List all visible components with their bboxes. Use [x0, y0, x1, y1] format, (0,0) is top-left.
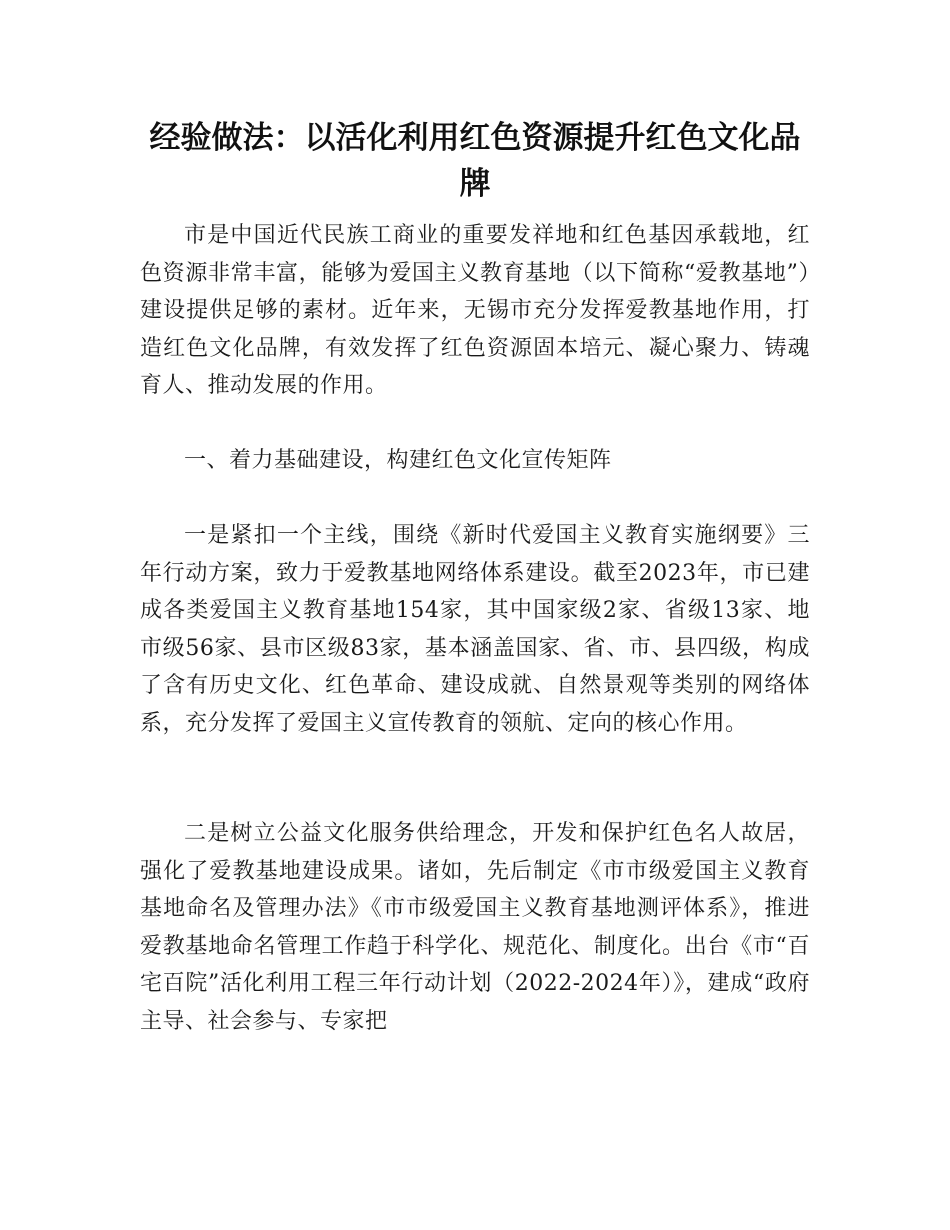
paragraph-intro: 市是中国近代民族工商业的重要发祥地和红色基因承载地，红色资源非常丰富，能够为爱国主义教育基地（以下简称“爱教基地”）建设提供足够的素材。近年来，无锡市充分发挥爱教基地作用，打造红色文化品牌，有效发挥了红色资源固本培元、凝心聚力、铸魂育人、推动发展的作用。 [140, 223, 810, 398]
paragraph-second-point: 二是树立公益文化服务供给理念，开发和保护红色名人故居，强化了爱教基地建设成果。诸如，先后制定《市市级爱国主义教育基地命名及管理办法》《市市级爱国主义教育基地测评体系》，推进爱教基地命名管理工作趋于科学化、规范化、制度化。出台《市“百宅百院”活化利用工程三年行动计划（2022-2024年）》，建成“政府主导、社会参与、专家把 [140, 821, 810, 1034]
document-title: 经验做法：以活化利用红色资源提升红色文化品牌 [149, 120, 801, 202]
paragraph-first-point: 一是紧扣一个主线，围绕《新时代爱国主义教育实施纲要》三年行动方案，致力于爱教基地网络体系建设。截至2023年，市已建成各类爱国主义教育基地154家，其中国家级2家、省级13家、地市级56家、县市区级83家，基本涵盖国家、省、市、县四级，构成了含有历史文化、红色革命、建设成就、自然景观等类别的网络体系，充分发挥了爱国主义宣传教育的领航、定向的核心作用。 [140, 523, 810, 736]
section-heading-1: 一、着力基础建设，构建红色文化宣传矩阵 [184, 448, 612, 473]
